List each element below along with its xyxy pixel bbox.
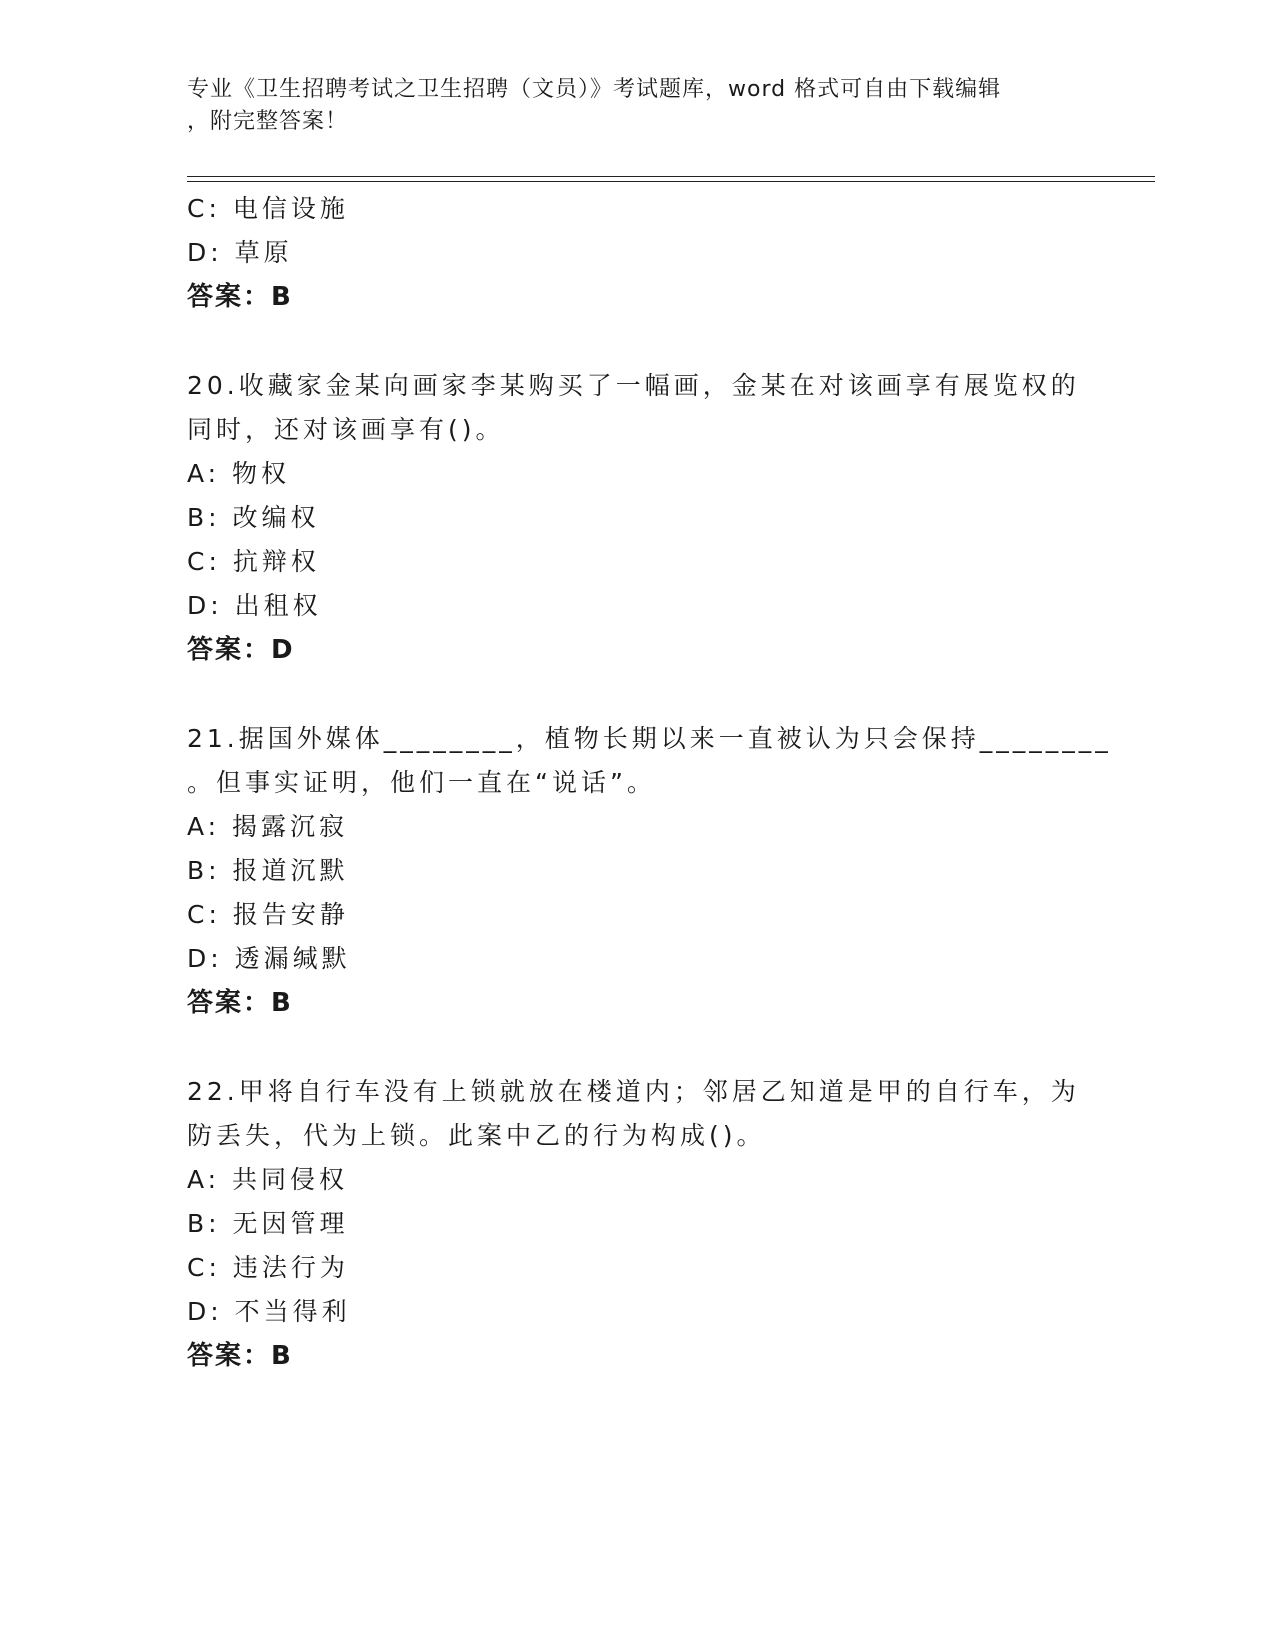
header-divider-top bbox=[187, 176, 1155, 177]
q20-stem-line1: 20.收藏家金某向画家李某购买了一幅画，金某在对该画享有展览权的 bbox=[187, 371, 1080, 400]
q22-stem-line1: 22.甲将自行车没有上锁就放在楼道内；邻居乙知道是甲的自行车，为 bbox=[187, 1077, 1080, 1106]
q22-stem-line2: 防丢失，代为上锁。此案中乙的行为构成()。 bbox=[187, 1121, 766, 1150]
q21-answer: 答案：B bbox=[187, 988, 293, 1018]
q21-option-b: B: 报道沉默 bbox=[187, 856, 349, 885]
prev-option-d: D: 草原 bbox=[187, 238, 293, 267]
q22-option-d: D: 不当得利 bbox=[187, 1297, 351, 1326]
page-header: 专业《卫生招聘考试之卫生招聘（文员）》考试题库，word 格式可自由下载编辑 ，附完整答案！ bbox=[187, 77, 1002, 134]
q20-option-c: C: 抗辩权 bbox=[187, 547, 320, 576]
q21-stem-line1: 21.据国外媒体________，植物长期以来一直被认为只会保持________ bbox=[187, 724, 1112, 753]
q20-option-a: A: 物权 bbox=[187, 459, 291, 488]
q21-option-d: D: 透漏缄默 bbox=[187, 944, 351, 973]
q20-option-b: B: 改编权 bbox=[187, 503, 320, 532]
q22-option-c: C: 违法行为 bbox=[187, 1253, 349, 1282]
q22-answer: 答案：B bbox=[187, 1341, 293, 1371]
q22-option-b: B: 无因管理 bbox=[187, 1209, 349, 1238]
q21-stem-line2: 。但事实证明，他们一直在“说话”。 bbox=[187, 768, 656, 797]
prev-option-c: C: 电信设施 bbox=[187, 194, 349, 223]
q21-option-c: C: 报告安静 bbox=[187, 900, 349, 929]
q20-answer: 答案：D bbox=[187, 635, 295, 665]
q21-option-a: A: 揭露沉寂 bbox=[187, 812, 349, 841]
q22-option-a: A: 共同侵权 bbox=[187, 1165, 349, 1194]
q20-stem-line2: 同时，还对该画享有()。 bbox=[187, 415, 505, 444]
prev-answer: 答案：B bbox=[187, 282, 293, 312]
q20-option-d: D: 出租权 bbox=[187, 591, 322, 620]
header-divider-bottom bbox=[187, 181, 1155, 182]
